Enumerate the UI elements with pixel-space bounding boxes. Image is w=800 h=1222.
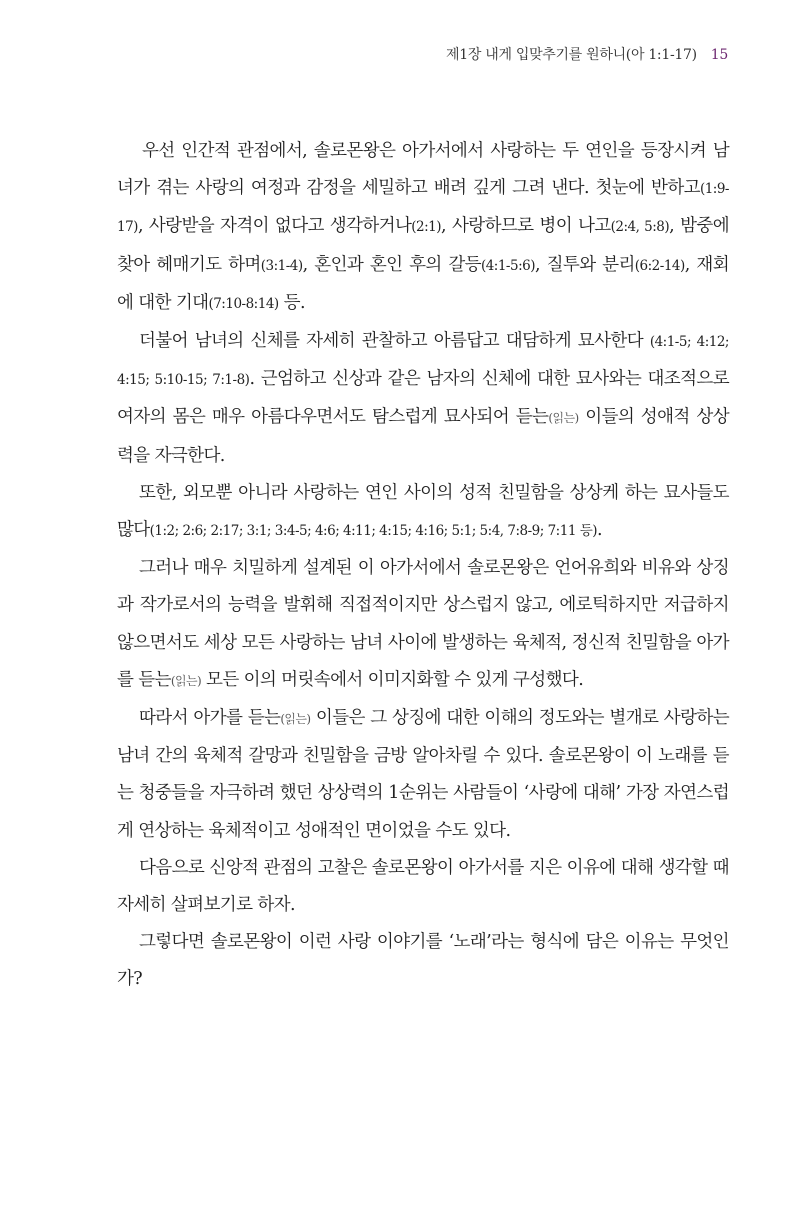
verse-reference: (2:1) <box>411 219 442 236</box>
text-run: 등. <box>278 292 305 313</box>
text-run: 모든 이의 머릿속에서 이미지화할 수 있게 구성했다. <box>201 669 584 690</box>
paragraph-6 <box>117 850 729 924</box>
text-run: 다음으로 신앙적 관점의 고찰은 솔로몬왕이 아가서를 지은 이유에 대해 생각할 때 자세히 살펴보기로 하자. <box>117 857 729 916</box>
reading-note: (읽는) <box>170 673 202 688</box>
paragraph-4 <box>117 550 729 700</box>
text-run: 더불어 남녀의 신체를 자세히 관찰하고 아름답고 대담하게 묘사한다 <box>139 331 650 352</box>
text-run: 그렇다면 솔로몬왕이 이런 사랑 이야기를 ‘노래’라는 형식에 담은 이유는 무엇인가? <box>117 932 729 990</box>
text-run: , 밤중에 찾아 헤매기도 하며 <box>117 216 729 275</box>
text-run: 또한, 외모뿐 아니라 사랑하는 연인 사이의 성적 친밀함을 상상케 하는 묘사들도 많다 <box>117 482 729 541</box>
text-run: , 사랑하므로 병이 나고 <box>441 216 611 237</box>
text-run: , 재회에 대한 기대 <box>117 254 729 313</box>
text-run: 우선 인간적 관점에서, 솔로몬왕은 아가서에서 사랑하는 두 연인을 등장시켜 남녀가 겪는 사랑의 여정과 감정을 세밀하고 배려 깊게 그려 낸다. 첫눈에 반하고 <box>117 141 729 199</box>
paragraph-5 <box>117 700 729 850</box>
text-run: 그러나 매우 치밀하게 설계된 이 아가서에서 솔로몬왕은 언어유희와 비유와 상징과 작가로서의 능력을 발휘해 직접적이지만 상스럽지 않고, 에로틱하지만 저급하지 않으면서도 세상 모든 사랑하는 남녀 사이에 발생하는 육체적, 정신적 친밀함을 아가를 듣는 <box>117 558 729 690</box>
verse-reference: (7:10-8:14) <box>208 295 279 312</box>
reading-note: (읽는) <box>548 411 579 426</box>
paragraph-2 <box>117 323 729 475</box>
text-run: 따라서 아가를 듣는 <box>139 708 281 729</box>
text-run: , 사랑받을 자격이 없다고 생각하거나 <box>137 216 412 237</box>
verse-reference: (1:9-17) <box>117 181 729 236</box>
body-text <box>117 133 729 999</box>
verse-reference: (2:4, 5:8) <box>610 219 670 236</box>
paragraph-1 <box>117 133 729 323</box>
paragraph-3 <box>117 475 729 550</box>
text-run: 이들의 성애적 상상력을 자극한다. <box>117 407 729 466</box>
running-header <box>446 44 728 64</box>
verse-reference: (4:1-5; 4:12; 4:15; 5:10-15; 7:1-8) <box>117 334 729 389</box>
verse-reference: (6:2-14) <box>634 257 685 274</box>
text-run: 이들은 그 상징에 대한 이해의 정도와는 별개로 사랑하는 남녀 간의 육체적 갈망과 친밀함을 금방 알아차릴 수 있다. 솔로몬왕이 이 노래를 듣는 청중들을 자극하려 했던 상상력의 1순위는 사람들이 ‘사랑에 대해’ 가장 자연스럽게 연상하는 육체적이고 성애적인 면이었을 수도 있다. <box>117 708 729 841</box>
text-run: . <box>597 520 602 541</box>
page-number: 15 <box>710 47 728 63</box>
text-run: , 혼인과 혼인 후의 갈등 <box>302 254 481 275</box>
reading-note: (읽는) <box>280 712 311 727</box>
chapter-title: 제1장 내게 입맞추기를 원하니(아 1:1-17) <box>446 47 697 63</box>
paragraph-7 <box>117 924 729 998</box>
text-run: , 질투와 분리 <box>535 254 635 275</box>
verse-reference: (1:2; 2:6; 2:17; 3:1; 3:4-5; 4:6; 4:11; 4:15; 4:16; 5:1; 5:4, 7:8-9; 7:11 등) <box>149 523 598 540</box>
verse-reference: (4:1-5:6) <box>480 257 535 274</box>
text-run: . 근엄하고 신상과 같은 남자의 신체에 대한 묘사와는 대조적으로 여자의 몸은 매우 아름다우면서도 탐스럽게 묘사되어 듣는 <box>117 369 729 428</box>
verse-reference: (3:1-4) <box>260 257 303 274</box>
